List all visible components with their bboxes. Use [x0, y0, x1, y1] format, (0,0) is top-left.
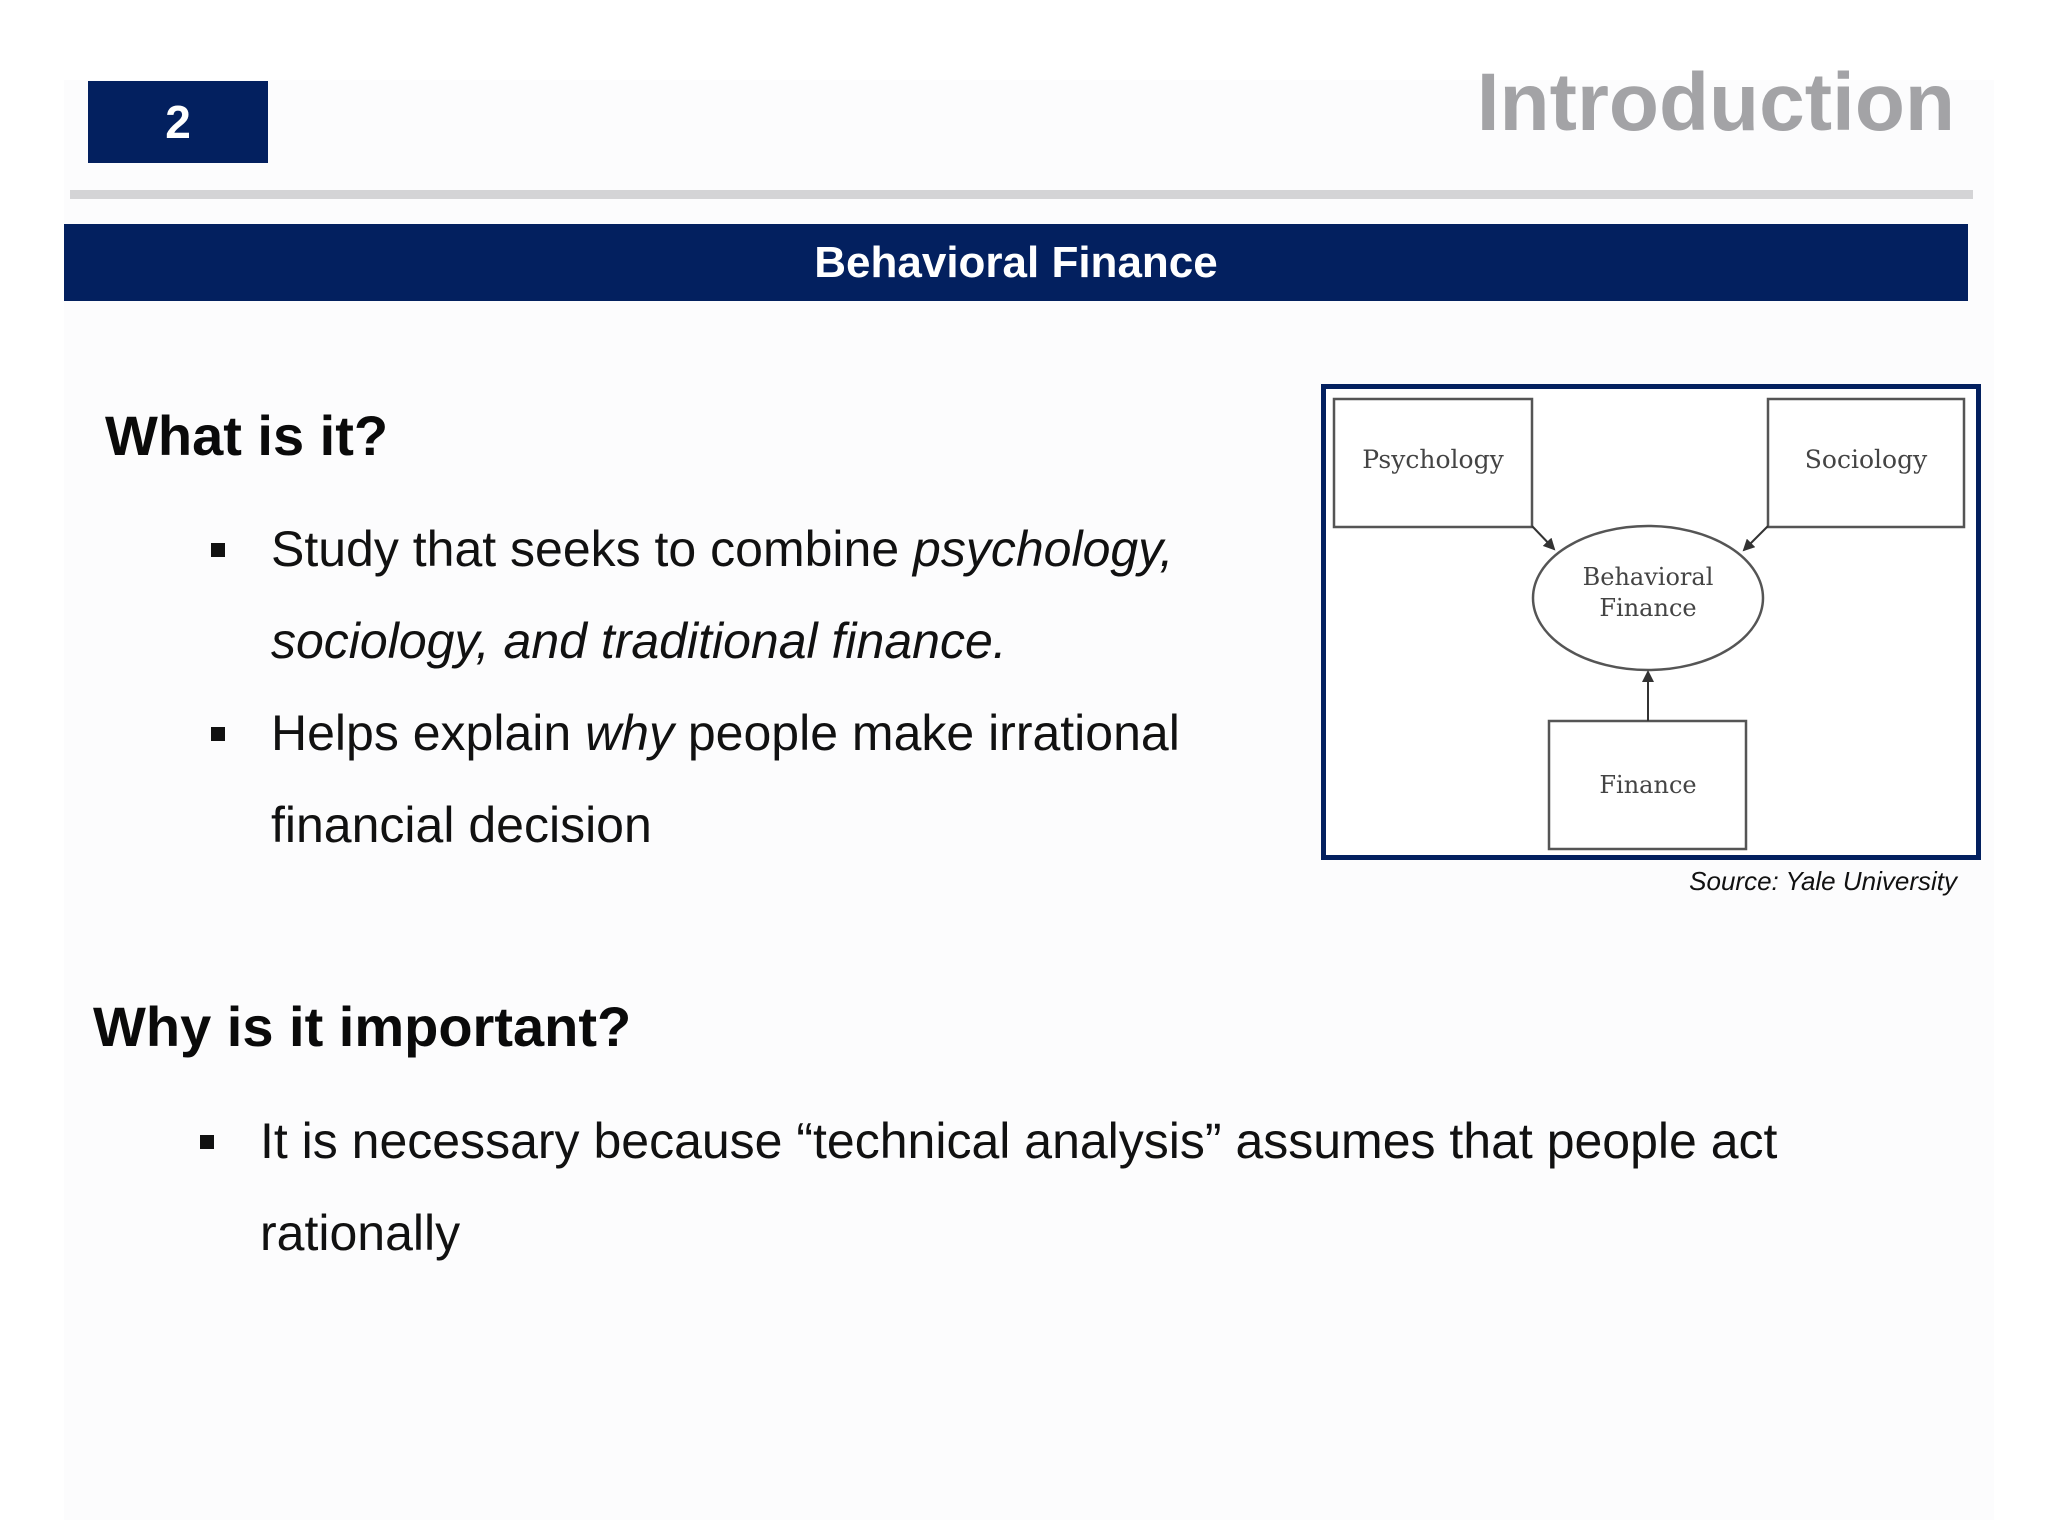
center-label-line1: Behavioral [1582, 563, 1714, 591]
bullet-text: Helps explain [271, 705, 586, 761]
behavioral-finance-diagram [1321, 384, 1981, 860]
square-bullet-icon [200, 1135, 214, 1149]
square-bullet-icon [211, 727, 225, 741]
center-label-line2: Finance [1599, 594, 1697, 622]
bullet-text: It is necessary because “technical analysis” assumes that people act rationally [260, 1113, 1778, 1261]
why-important-heading: Why is it important? [93, 995, 632, 1058]
sociology-label: Sociology [1804, 445, 1928, 474]
list-item [260, 1095, 1820, 1279]
square-bullet-icon [211, 543, 225, 557]
bullet-text: people make irrational financial decision [271, 705, 1180, 853]
title-divider [70, 190, 1973, 199]
importance-bullet-list [260, 1095, 1820, 1279]
what-is-it-heading: What is it? [105, 404, 389, 467]
arrow-sociology-to-center [1744, 526, 1768, 550]
slide-title: Introduction [1476, 57, 1955, 148]
diagram-canvas [1326, 389, 1976, 855]
section-banner [64, 224, 1968, 301]
psychology-label: Psychology [1362, 445, 1504, 474]
definition-bullet-list [271, 503, 1271, 871]
page-number-badge [88, 81, 268, 163]
bullet-text-emphasis: psychology, sociology, and traditional finance. [271, 521, 1174, 669]
banner-label: Behavioral Finance [814, 237, 1218, 287]
figure-source-caption: Source: Yale University [1689, 866, 1957, 896]
arrow-psychology-to-center [1532, 526, 1554, 549]
list-item [271, 687, 1271, 871]
bullet-text: Study that seeks to combine [271, 521, 914, 577]
page-number: 2 [165, 96, 191, 148]
bullet-text-emphasis: why [585, 705, 674, 761]
list-item [271, 503, 1271, 687]
finance-label: Finance [1599, 771, 1697, 799]
